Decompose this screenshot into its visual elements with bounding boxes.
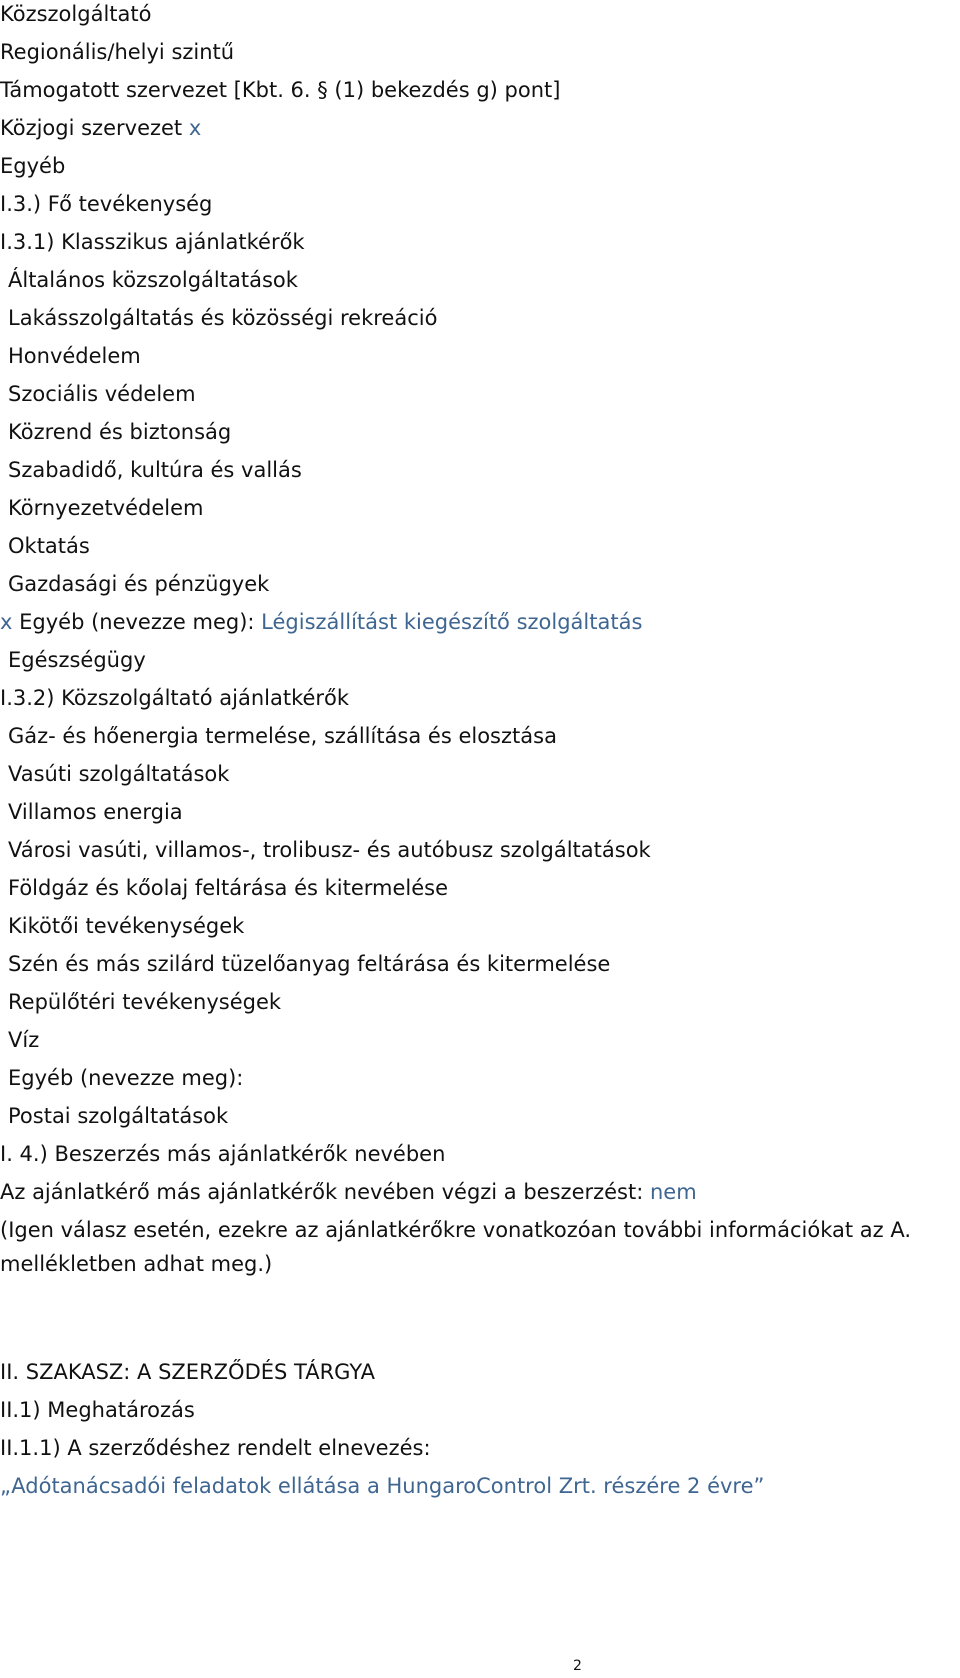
page-number: 2	[573, 1658, 582, 1674]
list-item: Környezetvédelem	[8, 496, 204, 520]
checkbox-mark: x	[0, 610, 13, 634]
list-item: Szabadidő, kultúra és vallás	[8, 458, 302, 482]
section-heading: I.3.) Fő tevékenység	[0, 192, 213, 216]
text-line: Támogatott szervezet [Kbt. 6. § (1) bekezdés g) pont]	[0, 78, 561, 102]
kozjogi-line	[0, 114, 201, 142]
section-title: II. SZAKASZ: A SZERZŐDÉS TÁRGYA	[0, 1360, 375, 1384]
list-item: Vasúti szolgáltatások	[8, 762, 230, 786]
note-line: (Igen válasz esetén, ezekre az ajánlatkérőkre vonatkozóan további információkat az A.	[0, 1218, 912, 1242]
egyeb-value: Légiszállítást kiegészítő szolgáltatás	[261, 610, 643, 634]
text-line: Regionális/helyi szintű	[0, 40, 235, 64]
list-item: Honvédelem	[8, 344, 141, 368]
text-line: Egyéb	[0, 154, 66, 178]
list-item: Gazdasági és pénzügyek	[8, 572, 270, 596]
list-item: Oktatás	[8, 534, 90, 558]
egyeb-klasszikus-line	[0, 608, 642, 636]
list-item: Városi vasúti, villamos-, trolibusz- és autóbusz szolgáltatások	[8, 838, 651, 862]
section-heading: II.1.1) A szerződéshez rendelt elnevezés:	[0, 1436, 431, 1460]
i4-question-line	[0, 1178, 697, 1206]
list-item: Szén és más szilárd tüzelőanyag feltárása és kitermelése	[8, 952, 611, 976]
list-item: Postai szolgáltatások	[8, 1104, 229, 1128]
section-heading: I.3.1) Klasszikus ajánlatkérők	[0, 230, 305, 254]
section-heading: I.3.2) Közszolgáltató ajánlatkérők	[0, 686, 350, 710]
list-item: Kikötői tevékenységek	[8, 914, 245, 938]
egyeb-label: Egyéb (nevezze meg):	[19, 610, 255, 634]
i4-answer-value: nem	[650, 1180, 697, 1204]
checkbox-mark: x	[188, 116, 202, 140]
i4-question-label: Az ajánlatkérő más ajánlatkérők nevében végzi a beszerzést:	[0, 1180, 644, 1204]
section-heading: I. 4.) Beszerzés más ajánlatkérők nevében	[0, 1142, 446, 1166]
list-item: Villamos energia	[8, 800, 183, 824]
list-item: Lakásszolgáltatás és közösségi rekreáció	[8, 306, 438, 330]
list-item: Általános közszolgáltatások	[8, 268, 298, 292]
list-item: Víz	[8, 1028, 40, 1052]
list-item: Földgáz és kőolaj feltárása és kitermelése	[8, 876, 449, 900]
note-line: mellékletben adhat meg.)	[0, 1252, 273, 1276]
list-item: Közrend és biztonság	[8, 420, 232, 444]
list-item: Gáz- és hőenergia termelése, szállítása és elosztása	[8, 724, 557, 748]
list-item: Egyéb (nevezze meg):	[8, 1066, 244, 1090]
contract-name-value: „Adótanácsadói feladatok ellátása a HungaroControl Zrt. részére 2 évre”	[0, 1474, 765, 1498]
list-item: Egészségügy	[8, 648, 146, 672]
text-line: Közszolgáltató	[0, 2, 152, 26]
list-item: Szociális védelem	[8, 382, 196, 406]
section-heading: II.1) Meghatározás	[0, 1398, 195, 1422]
list-item: Repülőtéri tevékenységek	[8, 990, 282, 1014]
kozjogi-label: Közjogi szervezet	[0, 116, 183, 140]
